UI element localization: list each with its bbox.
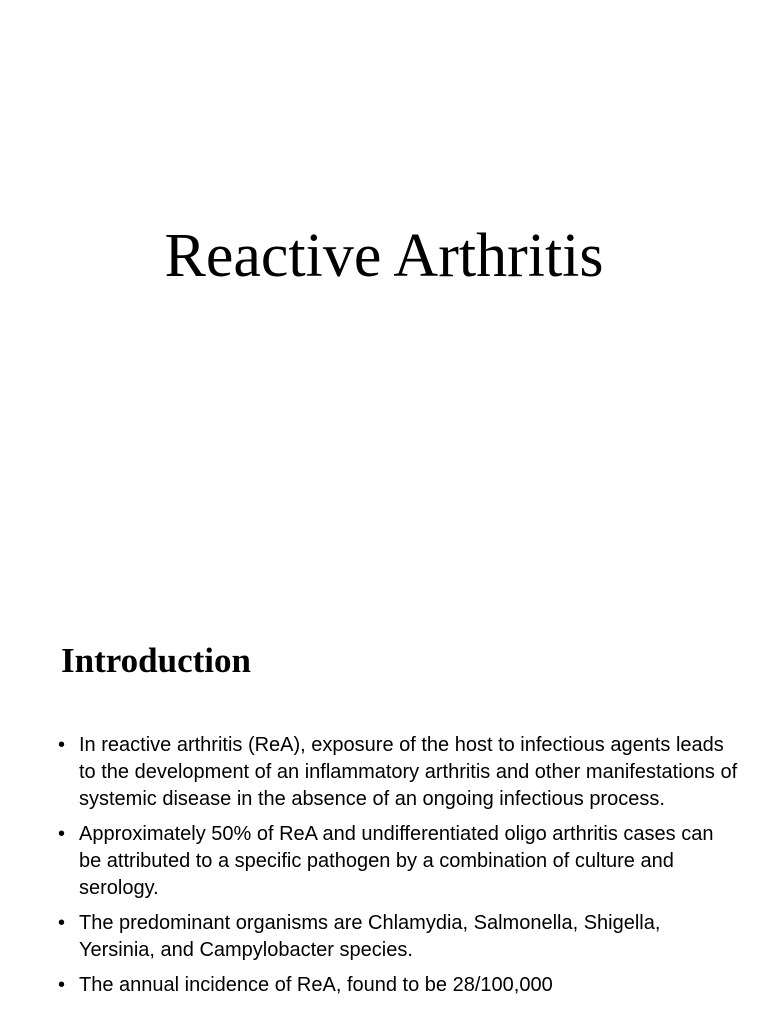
- bullet-item: [58, 732, 738, 813]
- bullet-text: The annual incidence of ReA, found to be 28/100,000: [79, 974, 553, 996]
- introduction-slide: [0, 576, 768, 1024]
- bullet-text: The predominant organisms are Chlamydia, Salmonella, Shigella, Yersinia, and Campylobacter species.: [79, 912, 661, 961]
- bullet-icon: •: [58, 912, 66, 934]
- bullet-icon: •: [58, 823, 66, 845]
- page-title: Reactive Arthritis: [164, 222, 604, 290]
- bullet-icon: •: [58, 734, 66, 756]
- bullet-text: In reactive arthritis (ReA), exposure of the host to infectious agents leads to the development of an inflammatory arthritis and other manifestations of systemic disease in the absence of an ongoing infectious process.: [79, 734, 738, 810]
- bullet-item: [58, 972, 738, 999]
- slide-heading: Introduction: [61, 641, 251, 680]
- bullet-item: [58, 910, 738, 964]
- bullet-icon: •: [58, 974, 66, 996]
- bullet-list: [58, 732, 738, 1007]
- bullet-text: Approximately 50% of ReA and undifferentiated oligo arthritis cases can be attributed to a specific pathogen by a combination of culture and serology.: [79, 823, 714, 899]
- bullet-item: [58, 821, 738, 902]
